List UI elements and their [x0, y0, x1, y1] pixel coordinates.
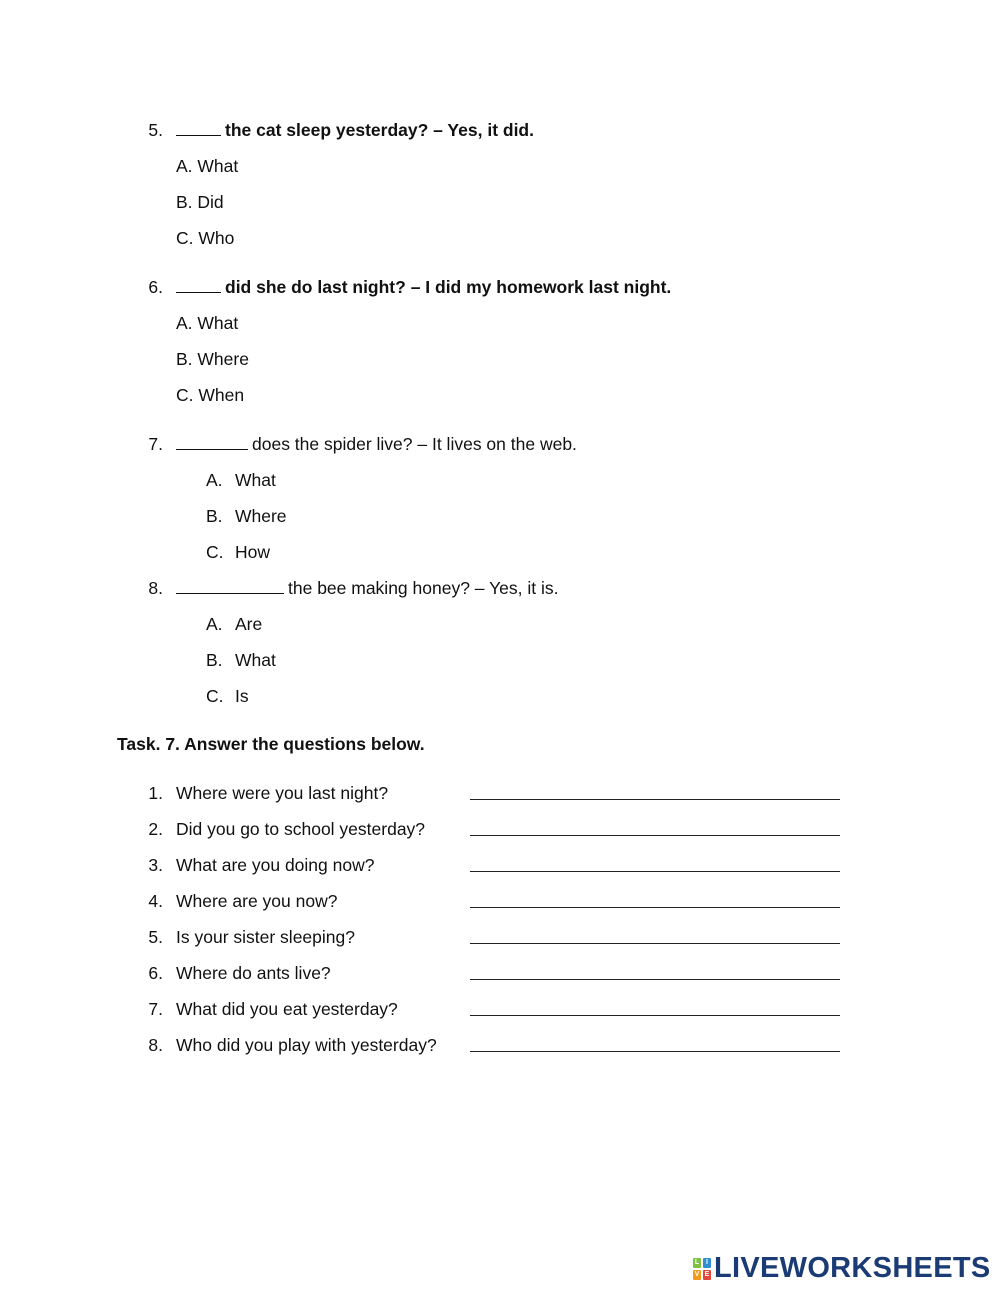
question-text: Where are you now?	[176, 891, 338, 911]
option[interactable]: Is	[235, 686, 249, 706]
option[interactable]: B. Where	[176, 349, 249, 369]
question-stem	[176, 434, 577, 455]
question-text: Where were you last night?	[176, 783, 389, 803]
question-number: 4.	[148, 891, 163, 911]
logo-mark-l: L	[694, 1258, 700, 1266]
answer-line[interactable]	[470, 871, 840, 872]
option[interactable]: A. What	[176, 156, 239, 176]
logo-mark-e: E	[704, 1270, 710, 1278]
option[interactable]: A. What	[176, 313, 239, 333]
answer-line[interactable]	[470, 979, 840, 980]
answer-line[interactable]	[470, 799, 840, 800]
question-number: 8.	[148, 1035, 163, 1055]
option[interactable]: B. Did	[176, 192, 224, 212]
question-text: Did you go to school yesterday?	[176, 819, 426, 839]
question-text: does the spider live? – It lives on the web.	[252, 434, 577, 454]
question-number: 3.	[148, 855, 163, 875]
question-text: did she do last night? – I did my homework last night.	[225, 277, 672, 297]
option-letter: B.	[206, 506, 223, 526]
question-text: Who did you play with yesterday?	[176, 1035, 437, 1055]
option[interactable]: Are	[235, 614, 263, 634]
option[interactable]: How	[235, 542, 271, 562]
task-heading: Task. 7. Answer the questions below.	[117, 734, 425, 754]
question-number: 6.	[148, 963, 163, 983]
question-number: 5.	[148, 120, 163, 140]
option-letter: B.	[206, 650, 223, 670]
option[interactable]: What	[235, 650, 276, 670]
question-number: 7.	[148, 434, 163, 454]
question-number: 6.	[148, 277, 163, 297]
question-number: 8.	[148, 578, 163, 598]
option-letter: A.	[206, 470, 223, 490]
question-text: What did you eat yesterday?	[176, 999, 398, 1019]
option[interactable]: Where	[235, 506, 287, 526]
option[interactable]: C. Who	[176, 228, 235, 248]
liveworksheets-logo	[693, 1252, 991, 1285]
answer-line[interactable]	[470, 943, 840, 944]
question-number: 5.	[148, 927, 163, 947]
answer-blank[interactable]	[176, 578, 284, 594]
question-stem	[176, 578, 558, 599]
logo-text: LIVEWORKSHEETS	[714, 1252, 991, 1284]
option[interactable]: What	[235, 470, 276, 490]
option-letter: A.	[206, 614, 223, 634]
question-stem	[176, 277, 671, 298]
question-text: the cat sleep yesterday? – Yes, it did.	[225, 120, 534, 140]
logo-mark-i: I	[703, 1258, 711, 1268]
answer-line[interactable]	[470, 1015, 840, 1016]
logo-mark-icon	[693, 1258, 711, 1280]
question-number: 1.	[148, 783, 163, 803]
logo-mark-v: V	[694, 1270, 700, 1278]
option-letter: C.	[206, 686, 224, 706]
option[interactable]: C. When	[176, 385, 245, 405]
option-letter: C.	[206, 542, 224, 562]
answer-blank[interactable]	[176, 120, 221, 136]
answer-line[interactable]	[470, 835, 840, 836]
answer-line[interactable]	[470, 907, 840, 908]
question-text: the bee making honey? – Yes, it is.	[288, 578, 559, 598]
question-text: Is your sister sleeping?	[176, 927, 355, 947]
answer-line[interactable]	[470, 1051, 840, 1052]
answer-blank[interactable]	[176, 277, 221, 293]
answer-blank[interactable]	[176, 434, 248, 450]
question-stem	[176, 120, 534, 141]
question-number: 2.	[148, 819, 163, 839]
question-number: 7.	[148, 999, 163, 1019]
question-text: What are you doing now?	[176, 855, 375, 875]
question-text: Where do ants live?	[176, 963, 331, 983]
